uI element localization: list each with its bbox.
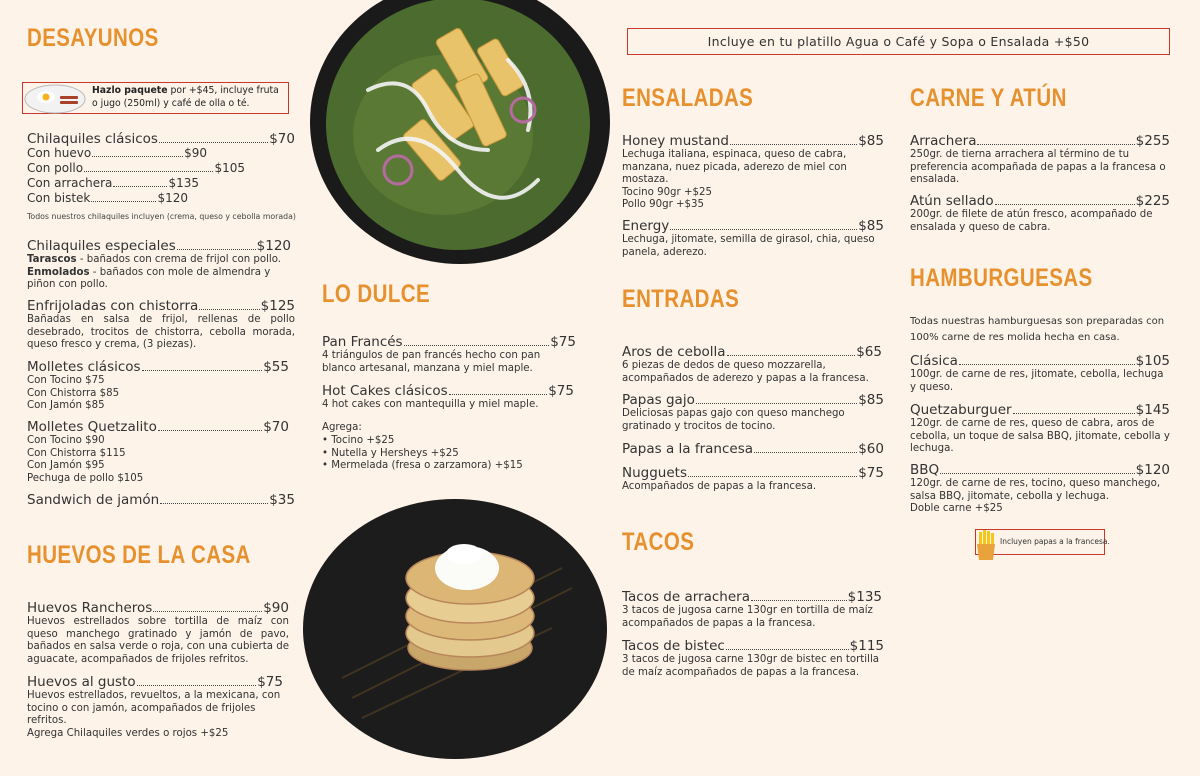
menu-item-quetzaburguer: Quetzaburguer $145 120gr. de carne de res, queso de cabra, aros de cebolla, un toque de salsa BBQ, jitomate, cebolla y lechuga. — [910, 402, 1170, 454]
section-title-ensaladas: ENSALADAS — [622, 84, 754, 112]
menu-item-pan-frances: Pan Francés $75 4 triángulos de pan francés hecho con pan blanco artesanal, manzana y miel maple. — [322, 334, 576, 374]
menu-item-papas-francesa: Papas a la francesa $60 — [622, 441, 884, 457]
menu-item-atun: Atún sellado $225 200gr. de filete de atún fresco, acompañado de ensalada y queso de cabra. — [910, 193, 1170, 233]
breakfast-plate-icon — [24, 83, 86, 115]
menu-item-bbq: BBQ $120 120gr. de carne de res, tocino, queso manchego, salsa BBQ, jitomate, cebolla y lechuga. Doble carne +$25 — [910, 462, 1170, 514]
chilaquiles-options: Con huevo $90 Con pollo $105 Con arrachera $135 Con bistek $120 — [27, 146, 245, 205]
menu-item-hotcakes: Hot Cakes clásicos $75 4 hot cakes con mantequilla y miel maple. — [322, 383, 574, 410]
menu-item-chilaquiles-clasicos: Chilaquiles clásicos $70 — [27, 131, 295, 147]
menu-item-sandwich: Sandwich de jamón $35 — [27, 492, 295, 508]
menu-item-clasica: Clásica $105 100gr. de carne de res, jitomate, cebolla, lechuga y queso. — [910, 353, 1170, 393]
top-banner: Incluye en tu platillo Agua o Café y Sopa o Ensalada +$50 — [627, 28, 1170, 55]
section-title-carne: CARNE Y ATÚN — [910, 84, 1067, 112]
menu-item-tacos-arrachera: Tacos de arrachera $135 3 tacos de jugosa carne 130gr en tortilla de maíz acompañados de papas a la francesa. — [622, 589, 882, 629]
menu-item-honey-mustand: Honey mustand $85 Lechuga italiana, espinaca, queso de cabra, manzana, nuez picada, aderezo de miel con mostaza. Tocino 90gr +$25 Pollo 90gr +$35 — [622, 133, 884, 210]
menu-item-arrachera: Arrachera $255 250gr. de tierna arrachera al término de tu preferencia acompañada de papas a la francesa o ensalada. — [910, 133, 1170, 185]
menu-item-tacos-bistec: Tacos de bistec $115 3 tacos de jugosa carne 130gr de bistec en tortilla de maíz acompañados de papas a la francesa. — [622, 638, 884, 678]
promo-text: Hazlo paquete por +$45, incluye fruta o jugo (250ml) y café de olla o té. — [92, 85, 279, 109]
menu-item-chilaquiles-especiales: Chilaquiles especiales $120 Tarascos - bañados con crema de frijol con pollo. Enmolados - bañados con mole de almendra y piñon con pollo. — [27, 238, 291, 290]
section-title-huevos: HUEVOS DE LA CASA — [27, 541, 251, 569]
fries-icon — [973, 530, 999, 562]
menu-item-papas-gajo: Papas gajo $85 Deliciosas papas gajo con queso manchego gratinado y trocitos de tocino. — [622, 392, 884, 432]
menu-item-enfrijoladas: Enfrijoladas con chistorra $125 Bañadas en salsa de frijol, rellenas de pollo desebrado, trocitos de chistorra, cebolla morada, queso fresco y crema, (3 piezas). — [27, 298, 295, 350]
section-title-hamburguesas: HAMBURGUESAS — [910, 264, 1093, 292]
agrega-list: Agrega: • Tocino +$25 • Nutella y Hersheys +$25 • Mermelada (fresa o zarzamora) +$15 — [322, 422, 523, 472]
section-title-desayunos: DESAYUNOS — [27, 24, 159, 52]
menu-item-huevos-gusto: Huevos al gusto $75 Huevos estrellados, revueltos, a la mexicana, con tocino o con jamón, acompañados de frijoles refritos. Agrega Chilaquiles verdes o rojos +$25 — [27, 674, 283, 739]
chilaquiles-note: Todos nuestros chilaquiles incluyen (crema, queso y cebolla morada) — [27, 212, 296, 221]
menu-item-nuggets: Nugguets $75 Acompañados de papas a la francesa. — [622, 465, 884, 492]
menu-item-huevos-rancheros: Huevos Rancheros $90 Huevos estrellados sobre tortilla de maíz con queso manchego gratinado y jamón de pavo, bañados en salsa verde o roja, con una cubierta de aguacate, acompañados de frijoles refritos. — [27, 600, 289, 665]
hotcakes-photo — [302, 498, 608, 760]
menu-item-energy: Energy $85 Lechuga, jitomate, semilla de girasol, chia, queso panela, aderezo. — [622, 218, 884, 258]
menu-item-aros: Aros de cebolla $65 6 piezas de dedos de queso mozzarella, acompañados de aderezo y papas a la francesa. — [622, 344, 882, 384]
section-title-dulce: LO DULCE — [322, 280, 431, 308]
menu-item-molletes-quetzalito: Molletes Quetzalito $70 Con Tocino $90 Con Chistorra $115 Con Jamón $95 Pechuga de pollo $105 — [27, 419, 289, 484]
fries-note: Incluyen papas a la francesa. — [1000, 537, 1110, 546]
chilaquiles-photo — [308, 0, 612, 264]
section-title-tacos: TACOS — [622, 528, 695, 556]
section-title-entradas: ENTRADAS — [622, 285, 740, 313]
menu-item-molletes-clasicos: Molletes clásicos $55 Con Tocino $75 Con Chistorra $85 Con Jamón $85 — [27, 359, 289, 411]
hamburguesas-intro: Todas nuestras hamburguesas son preparadas con 100% carne de res molida hecha en casa. — [910, 316, 1165, 343]
